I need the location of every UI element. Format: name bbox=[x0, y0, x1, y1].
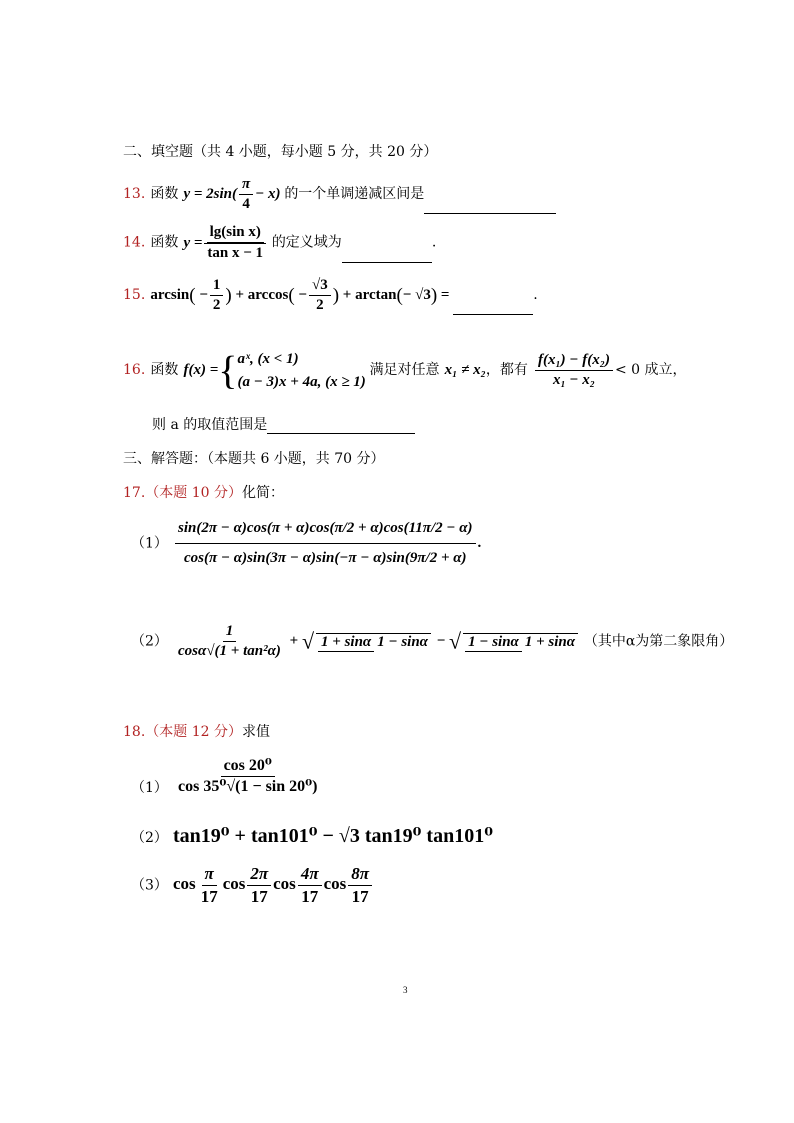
question-17-header bbox=[123, 482, 284, 502]
question-18-part-1 bbox=[131, 757, 322, 797]
question-16-line-2 bbox=[152, 414, 415, 434]
question-text: 函数 bbox=[150, 361, 179, 378]
sqrt-fraction: 1 − sinα 1 + sinα bbox=[463, 633, 578, 651]
question-text: < 0 成立， bbox=[614, 361, 687, 378]
question-text: 求值 bbox=[241, 724, 270, 740]
question-18-header bbox=[123, 721, 270, 741]
fraction: $\frac{\pi}{17}$ bbox=[200, 864, 218, 906]
note: （其中α为第二象限角） bbox=[583, 633, 734, 650]
page-number: 3 bbox=[403, 985, 408, 995]
question-number: 13. bbox=[123, 186, 146, 203]
question-number: 17.（本题 10 分） bbox=[123, 485, 242, 501]
question-text: 化简： bbox=[241, 485, 284, 501]
fraction: $\frac{\text{f(x₁) − f(x₂)}}{\text{x₁ − x₂}}$ bbox=[535, 352, 613, 390]
question-text: 则 a 的取值范围是 bbox=[152, 417, 268, 433]
formula-lhs: f(x) = bbox=[183, 361, 219, 378]
question-number: 16. bbox=[123, 361, 146, 378]
answer-blank[interactable] bbox=[267, 433, 415, 434]
question-17-part-2: （2） $\frac{1}{\text{cosα√(1 + tan²α)}}$ + √ 1 + sinα 1 − sinα − √ 1 − sinα 1 + sinα （其中α为第二象限角） bbox=[131, 623, 734, 660]
part-label: （2） bbox=[131, 633, 168, 650]
question-number: 15. bbox=[123, 287, 146, 304]
formula-lhs: y = bbox=[183, 234, 203, 251]
question-15: 15. arcsin( − $\frac{1}{2}$ ) + arccos( − $\frac{√3}{2}$ ) + arctan(− √3) = . bbox=[123, 277, 538, 314]
question-number: 18.（本题 12 分） bbox=[123, 724, 242, 740]
sqrt-fraction: 1 + sinα 1 − sinα bbox=[316, 633, 431, 651]
fraction: $\frac{\sin(2\pi - \alpha)\cos(\pi + \alpha)\cos(\pi/2 + \alpha)\cos(11\pi/2 - \alpha)}{\cos(\pi - \alpha)\sin(3\pi - \alpha)\sin(-\pi - \alpha)\sin(9\pi/2 + \alpha)}$ bbox=[175, 520, 476, 568]
question-17-part-1: （1） $\frac{\sin(2\pi - \alpha)\cos(\pi + \alpha)\cos(\pi/2 + \alpha)\cos(11\pi/2 - \alpha)}{\cos(\pi - \alpha)\sin(3\pi - \alpha)\sin(-\pi - \alpha)\sin(9\pi/2 + \alpha)}$ . bbox=[131, 520, 482, 567]
question-text: 的一个单调递减区间是 bbox=[284, 186, 425, 203]
part-label: （1） bbox=[131, 779, 168, 796]
question-text: 函数 bbox=[150, 186, 179, 203]
fraction: $\frac{1}{2}$ bbox=[210, 277, 224, 315]
fraction: $\frac{4\pi}{17}$ bbox=[298, 864, 322, 906]
question-text: ，都有 bbox=[485, 361, 528, 378]
question-16: 16. 函数 f(x) ={ aˣ, (x < 1) (a − 3)x + 4a, (x ≥ 1) 满足对任意 x₁ ≠ x₂，都有 $\frac{\text{f(x₁) − f(x₂)}}{\text{x₁ − x₂}}$ < 0 成立， bbox=[123, 347, 687, 393]
formula bbox=[183, 176, 284, 213]
question-13 bbox=[123, 176, 556, 214]
fraction: $\frac{√3}{2}$ bbox=[309, 277, 331, 315]
part-label: （3） bbox=[131, 877, 168, 894]
part-label: （2） bbox=[131, 830, 168, 846]
fraction: $\frac{1}{\text{cosα√(1 + tan²α)}}$ bbox=[178, 623, 281, 660]
formula-rhs: − x) bbox=[255, 186, 281, 203]
question-18-part-2 bbox=[131, 823, 493, 848]
fraction: $\frac{\pi}{4}$ bbox=[239, 176, 253, 214]
answer-blank[interactable] bbox=[342, 262, 432, 263]
period: . bbox=[533, 287, 538, 304]
arctan-term: + arctan bbox=[342, 287, 397, 304]
question-number: 14. bbox=[123, 234, 146, 251]
equals: = bbox=[440, 287, 450, 304]
answer-blank[interactable] bbox=[424, 213, 556, 214]
condition: x₁ ≠ x₂ bbox=[444, 361, 486, 378]
fraction: $\frac{8\pi}{17}$ bbox=[348, 864, 372, 906]
formula-lhs: y = 2sin( bbox=[183, 186, 238, 203]
part-label: （1） bbox=[131, 535, 168, 552]
section-3-title: 三、解答题：（本题共 6 小题，共 70 分） bbox=[123, 451, 385, 467]
answer-blank[interactable] bbox=[453, 314, 533, 315]
question-18-part-3 bbox=[131, 864, 374, 906]
fraction: $\frac{\text{cos 20⁰}}{\text{cos 35⁰√(1 − sin 20⁰)}}$ bbox=[178, 757, 318, 796]
section-2-title: 二、填空题（共 4 小题，每小题 5 分，共 20 分） bbox=[123, 144, 438, 160]
question-text: 函数 bbox=[150, 234, 179, 251]
piecewise-cases: aˣ, (x < 1) (a − 3)x + 4a, (x ≥ 1) bbox=[237, 351, 366, 390]
question-14 bbox=[123, 224, 436, 263]
question-text: 的定义域为 bbox=[271, 234, 342, 251]
arccos-term: + arccos bbox=[235, 287, 289, 304]
fraction: $\frac{2\pi}{17}$ bbox=[247, 864, 271, 906]
expression: tan19⁰ + tan101⁰ − √3 tan19⁰ tan101⁰ bbox=[173, 825, 493, 847]
fraction: $\frac{\text{lg(sin x)}}{\text{tan x − 1}}$ bbox=[204, 224, 266, 263]
cos-product: cos $\frac{\pi}{17}$ cos $\frac{2\pi}{17}$ cos $\frac{4\pi}{17}$ cos $\frac{8\pi}{17}$ bbox=[173, 874, 374, 893]
question-text: 满足对任意 bbox=[369, 361, 440, 378]
period: . bbox=[431, 234, 437, 251]
arcsin-term: arcsin bbox=[150, 287, 190, 304]
